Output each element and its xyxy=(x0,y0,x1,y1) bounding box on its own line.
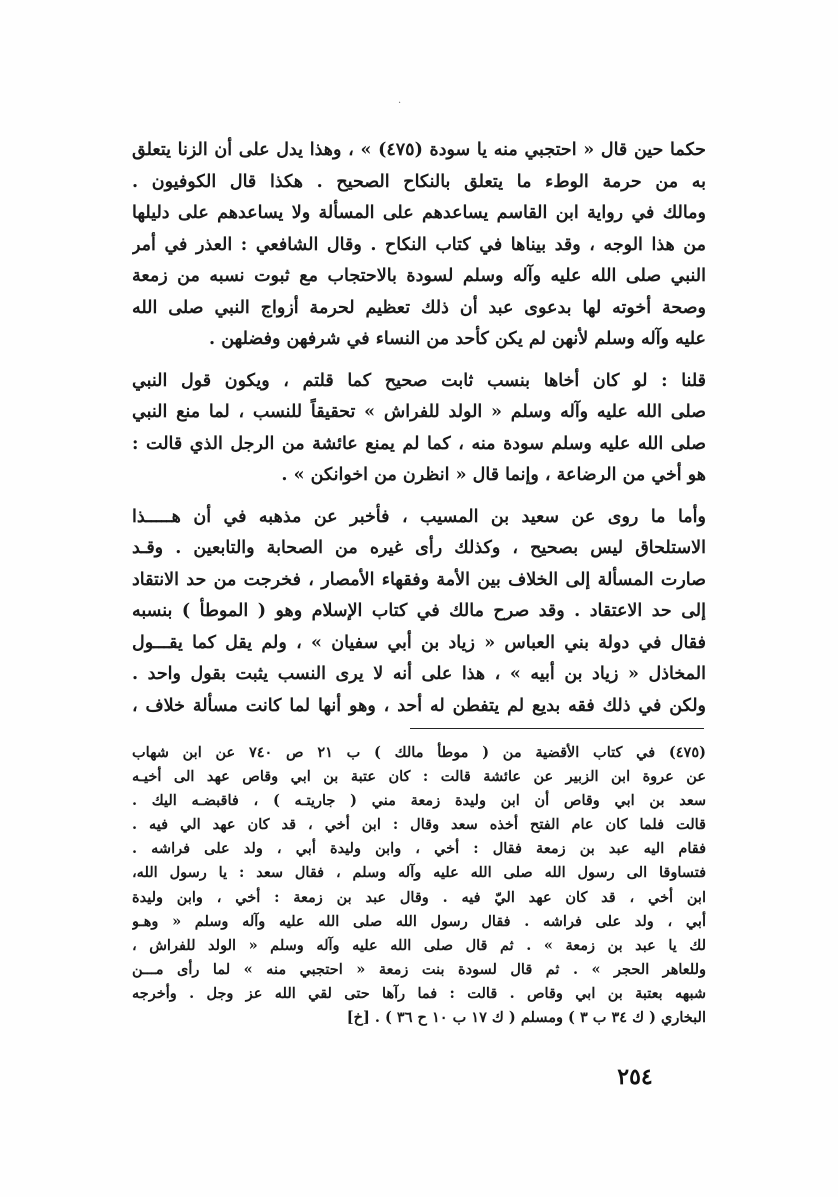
text-line: من هذا الوجه ، وقد بيناها في كتاب النكاح . وقال الشافعي : العذر في أمر xyxy=(132,234,706,255)
text-line: المخاذل « زياد بن أبيه » ، هذا على أنه لا يرى النسب يثبت بقول واحد . xyxy=(132,664,706,684)
text-line: صلى الله عليه وسلم سودة منه ، كما لم يمنع عائشة من الرجل الذي قالت : xyxy=(132,433,706,454)
footnote xyxy=(132,741,706,1030)
footnote-line: سعد بن ابي وقاص أن ابن وليدة زمعة مني ( جاريتـه ) ، فاقبضـه اليك . xyxy=(132,792,706,810)
paragraph-3 xyxy=(132,502,706,723)
text-line: وأما ما روى عن سعيد بن المسيب ، فأخبر عن مذهبه في أن هـــــذا xyxy=(132,506,706,527)
footnote-line: ابن أخي ، قد كان عهد اليّ فيه . وقال عبد بن زمعة : أخي ، وابن وليدة xyxy=(132,888,706,906)
footnote-line: فقام اليه عبد بن زمعة فقال : أخي ، وابن وليدة أبي ، ولد على فراشه . xyxy=(132,840,706,858)
text-line: قلنا : لو كان أخاها بنسب ثابت صحيح كما قلتم ، ويكون قول النبي xyxy=(132,370,706,391)
page-speck: · xyxy=(398,98,402,109)
paragraph-2 xyxy=(132,366,706,492)
footnote-line: شبهه بعتبة بن ابي وقاص . قالت : فما رآها حتى لقي الله عز وجل . وأخرجه xyxy=(132,984,706,1002)
text-line: هو أخي من الرضاعة ، وإنما قال « انظرن من اخوانكن » . xyxy=(281,465,706,485)
footnote-line: فتساوقا الى رسول الله صلى الله عليه وآله وسلم ، فقال سعد : يا رسول الله، xyxy=(132,864,706,882)
text-line: الاستلحاق ليس بصحيح ، وكذلك رأى غيره من الصحابة والتابعين . وقـد xyxy=(132,538,706,558)
main-text xyxy=(132,135,706,722)
footnote-line: (٤٧٥) في كتاب الأقضية من ( موطأ مالك ) ب ٢١ ص ٧٤٠ عن ابن شهاب xyxy=(132,744,706,761)
footnote-line: أبي ، ولد على فراشه . فقال رسول الله صلى الله عليه وآله وسلم « وهـو xyxy=(132,912,706,930)
text-line: صلى الله عليه وآله وسلم « الولد للفراش » تحقيقاً للنسب ، لما منع النبي xyxy=(132,402,706,422)
text-line: إلى حد الاعتقاد . وقد صرح مالك في كتاب الإسلام وهو ( الموطأ ) بنسبه xyxy=(132,601,706,621)
text-line: حكما حين قال « احتجبي منه يا سودة (٤٧٥) » ، وهذا يدل على أن الزنا يتعلق xyxy=(132,140,706,160)
text-line: به من حرمة الوطء ما يتعلق بالنكاح الصحيح . هكذا قال الكوفيون . xyxy=(132,171,706,192)
text-line: ولكن في ذلك فقه بديع لم يتفطن له أحد ، وهو أنها لما كانت مسألة خلاف ، xyxy=(132,695,706,716)
text-line: فقال في دولة بني العباس « زياد بن أبي سفيان » ، ولم يقل كما يقـــول xyxy=(132,632,706,653)
footnote-line: عن عروة ابن الزبير عن عائشة قالت : كان عتبة بن ابي وقاص عهد الى أخيـه xyxy=(132,768,706,786)
footnote-line: قالت فلما كان عام الفتح أخذه سعد وقال : ابن أخي ، قد كان عهد الي فيه . xyxy=(132,816,706,834)
footnote-line: لك يا عبد بن زمعة » . ثم قال صلى الله عليه وآله وسلم « الولد للفراش ، xyxy=(132,936,706,954)
footnote-line: وللعاهر الحجر » . ثم قال لسودة بنت زمعة « احتجبي منه » لما رأى مـــن xyxy=(132,960,706,978)
page-number: ٢٥٤ xyxy=(617,1064,653,1090)
paragraph-1 xyxy=(132,135,706,356)
text-line: عليه وآله وسلم لأنهن لم يكن كأحد من النساء في شرفهن وفضلهن . xyxy=(209,329,706,349)
footnote-separator xyxy=(410,728,704,729)
text-line: النبي صلى الله عليه وآله وسلم لسودة بالاحتجاب مع ثبوت نسبه من زمعة xyxy=(132,266,706,286)
footnote-line: البخاري ( ك ٣٤ ب ٣ ) ومسلم ( ك ١٧ ب ١٠ ح ٣٦ ) . [خ] xyxy=(346,1009,706,1027)
text-line: صارت المسألة إلى الخلاف بين الأمة وفقهاء الأمصار ، فخرجت من حد الانتقاد xyxy=(132,569,706,590)
text-line: وصحة أخوته لها بدعوى عبد أن ذلك تعظيم لحرمة أزواج النبي صلى الله xyxy=(132,297,706,318)
text-line: ومالك في رواية ابن القاسم يساعدهم على المسألة ولا يساعدهم على دليلها xyxy=(132,203,706,223)
